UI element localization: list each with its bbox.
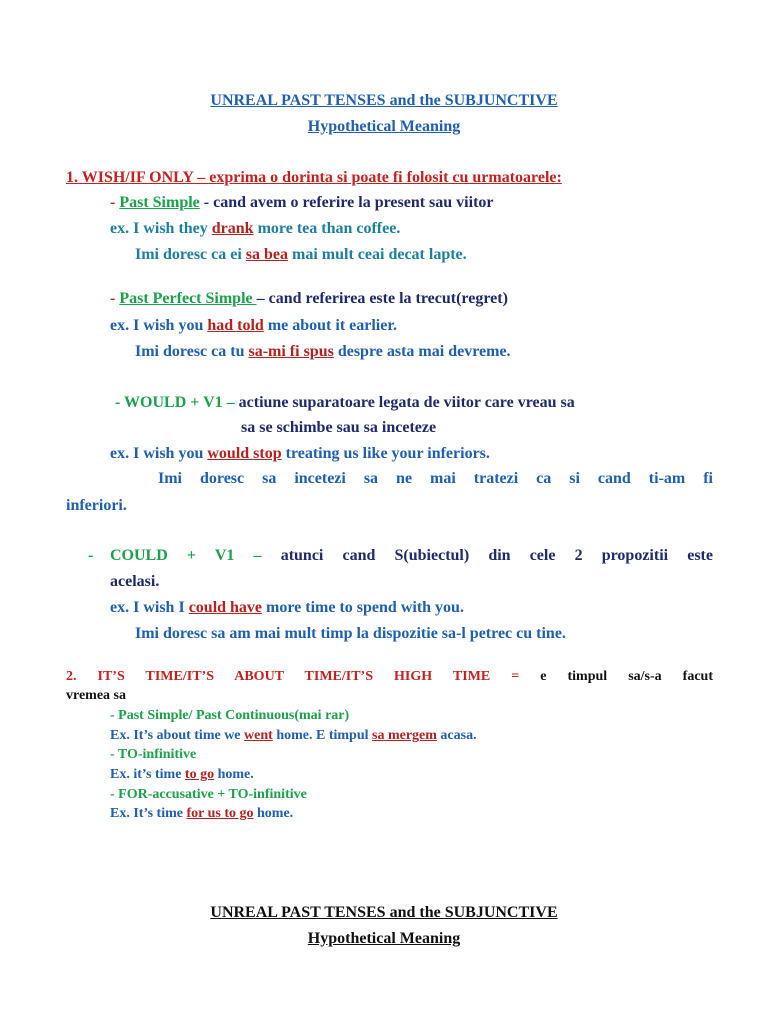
past-simple-label: Past Simple bbox=[119, 194, 200, 211]
could-label: COULD + V1 – bbox=[110, 547, 262, 564]
example-highlight: had told bbox=[207, 317, 264, 334]
example-text: more time to spend with you. bbox=[262, 599, 464, 616]
example-text: me about it earlier. bbox=[263, 317, 397, 334]
example-highlight: went bbox=[244, 728, 273, 743]
past-simple-desc: - cand avem o referire la present sau viitor bbox=[199, 194, 494, 211]
example-text: Ex. It’s time bbox=[110, 806, 187, 821]
could-desc: atunci cand S(ubiectul) din cele 2 propozitii este bbox=[261, 547, 713, 564]
would-line bbox=[115, 393, 575, 413]
section2-bullet-to-infinitive: - TO-infinitive bbox=[110, 747, 197, 762]
page-title: UNREAL PAST TENSES and the SUBJUNCTIVE bbox=[210, 92, 558, 109]
could-line bbox=[110, 546, 713, 566]
example-highlight: could have bbox=[188, 599, 263, 616]
example-text: home. bbox=[214, 767, 254, 782]
example-text: home. bbox=[253, 806, 294, 821]
repeat-title: UNREAL PAST TENSES and the SUBJUNCTIVE bbox=[210, 904, 558, 921]
section2-heading-continued: vremea sa bbox=[66, 688, 126, 703]
example-text: ex. I wish you bbox=[110, 445, 208, 462]
past-perfect-line bbox=[110, 289, 508, 309]
translation-text: mai mult ceai decat lapte. bbox=[288, 246, 467, 263]
page-subtitle: Hypothetical Meaning bbox=[307, 118, 461, 135]
example-text: treating us like your inferiors. bbox=[281, 445, 490, 462]
example-highlight: for us to go bbox=[186, 806, 254, 821]
past-perfect-desc: – cand referirea este la trecut(regret) bbox=[256, 290, 508, 307]
translation-text: despre asta mai devreme. bbox=[333, 343, 511, 360]
could-desc-continued: acelasi. bbox=[110, 573, 160, 590]
past-simple-line bbox=[110, 193, 494, 213]
section2-heading bbox=[66, 668, 713, 686]
example-highlight: would stop bbox=[207, 445, 282, 462]
past-perfect-label: Past Perfect Simple bbox=[119, 290, 257, 307]
would-label: - WOULD + V1 – bbox=[115, 394, 235, 411]
example-text: ex. I wish they bbox=[110, 220, 212, 237]
could-translation: Imi doresc sa am mai mult timp la dispozitie sa-l petrec cu tine. bbox=[135, 625, 566, 642]
example-highlight: to go bbox=[184, 767, 215, 782]
section2-example-3 bbox=[110, 805, 293, 823]
bullet-dash: - bbox=[110, 290, 120, 307]
example-text: home. E timpul bbox=[272, 728, 372, 743]
bullet-dash: - bbox=[110, 194, 120, 211]
translation-text: Imi doresc ca ei bbox=[135, 246, 246, 263]
past-perfect-translation bbox=[135, 342, 511, 362]
example-text: Ex. It’s about time we bbox=[110, 728, 245, 743]
past-simple-example bbox=[110, 219, 400, 239]
would-example bbox=[110, 444, 490, 464]
example-text: Ex. it’s time bbox=[110, 767, 185, 782]
would-desc-continued: sa se schimbe sau sa inceteze bbox=[241, 419, 437, 436]
section2-bullet-past-simple: - Past Simple/ Past Continuous(mai rar) bbox=[110, 708, 350, 723]
section2-example-1 bbox=[110, 727, 477, 745]
could-example bbox=[110, 598, 464, 618]
past-perfect-example bbox=[110, 316, 397, 336]
example-text: more tea than coffee. bbox=[253, 220, 401, 237]
section1-heading: 1. WISH/IF ONLY – exprima o dorinta si poate fi folosit cu urmatoarele: bbox=[66, 169, 562, 186]
translation-highlight: sa bea bbox=[245, 246, 289, 263]
example-text: ex. I wish you bbox=[110, 317, 208, 334]
would-translation: Imi doresc sa incetezi sa ne mai tratezi ca si cand ti-am fi bbox=[158, 470, 713, 487]
example-text: acasa. bbox=[436, 728, 477, 743]
would-translation-continued: inferiori. bbox=[66, 497, 127, 514]
translation-highlight: sa-mi fi spus bbox=[248, 343, 334, 360]
example-text: ex. I wish I bbox=[110, 599, 189, 616]
past-simple-translation bbox=[135, 245, 467, 265]
repeat-subtitle: Hypothetical Meaning bbox=[307, 930, 461, 947]
example-highlight: sa mergem bbox=[372, 728, 437, 743]
section2-example-2 bbox=[110, 766, 254, 784]
translation-text: Imi doresc ca tu bbox=[135, 343, 249, 360]
would-desc: actiune suparatoare legata de viitor care vreau sa bbox=[234, 394, 575, 411]
example-highlight: drank bbox=[211, 220, 254, 237]
bullet-dash: - bbox=[88, 547, 94, 564]
section2-heading-label: 2. IT’S TIME/IT’S ABOUT TIME/IT’S HIGH TIME = bbox=[66, 669, 520, 684]
section2-bullet-for-accusative: - FOR-accusative + TO-infinitive bbox=[110, 787, 307, 802]
section2-heading-rest: e timpul sa/s-a facut bbox=[519, 669, 713, 684]
